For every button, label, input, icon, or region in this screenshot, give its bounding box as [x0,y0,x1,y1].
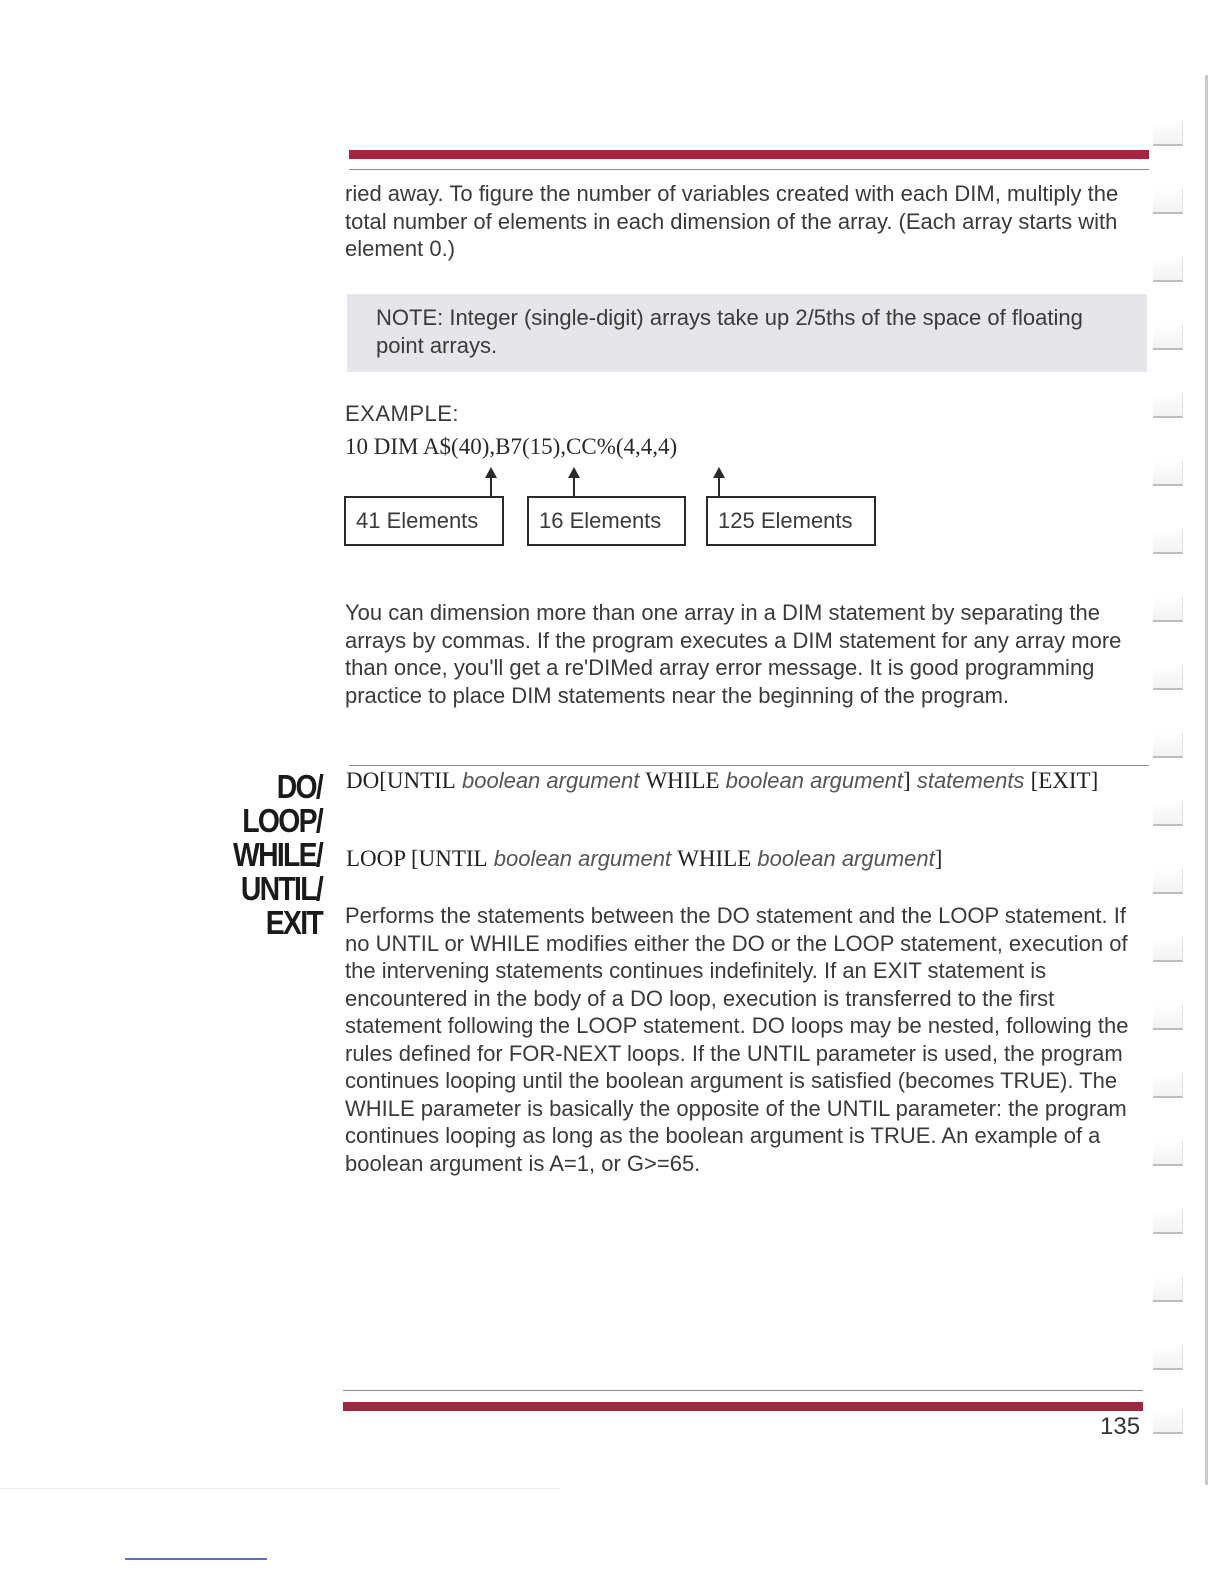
binder-tab [1153,1072,1183,1098]
binder-tab [1153,460,1183,486]
element-count-box: 41 Elements [344,496,504,546]
binder-tab [1153,800,1183,826]
arrow-up-icon [573,477,575,496]
loop-syntax [346,845,1106,873]
syntax-keyword: ] [903,768,911,793]
syntax-keyword: WHILE [677,846,752,871]
section-heading-line: EXIT [265,904,322,941]
example-label: EXAMPLE: [345,401,460,426]
binder-tab [1153,732,1183,758]
syntax-keyword: ] [934,846,943,871]
do-loop-description: Performs the statements between the DO statement and the LOOP statement. If no UNTIL or WHILE modifies either the DO or the LOOP statement, execution of the intervening statements continues indefinitely. If an EXIT statement is encountered in the body of a DO loop, execution is transferred to the first statement following the LOOP statement. DO loops may be nested, following the rules defined for FOR-NEXT loops. If the UNTIL parameter is used, the program continues looping until the boolean argument is satisfied (becomes TRUE). The WHILE parameter is basically the opposite of the UNTIL parameter: the program continues looping as long as the boolean argument is TRUE. An example of a boolean argument is A=1, or G>=65. [345,903,1129,1176]
intro-paragraph: ried away. To figure the number of variables created with each DIM, multiply the total number of elements in each dimension of the array. (Each array starts with element 0.) [345,181,1119,261]
binder-tab [1153,1276,1183,1302]
do-syntax [346,767,1106,795]
syntax-argument: boolean argument [493,846,672,871]
syntax-argument: statements [916,768,1025,793]
binder-tab [1153,596,1183,622]
binder-tab [1153,1140,1183,1166]
syntax-keyword: WHILE [645,768,720,793]
section-divider [349,765,1149,766]
binder-tab [1153,936,1183,962]
footer-divider [343,1390,1143,1391]
syntax-argument: boolean argument [461,768,640,793]
page-edge [1205,75,1208,1485]
element-count-box: 16 Elements [527,496,686,546]
binder-tab [1153,1344,1183,1370]
binder-tab [1153,188,1183,214]
element-count-box: 125 Elements [706,496,876,546]
binder-tab [1153,1208,1183,1234]
binder-tab [1153,324,1183,350]
binder-tab [1153,1408,1183,1434]
header-accent-rule [349,150,1149,159]
footer-accent-rule [343,1402,1143,1411]
scan-edge [0,1488,560,1489]
arrow-up-icon [718,477,720,496]
section-heading-line: DO/ [276,768,322,805]
binder-tab [1153,1004,1183,1030]
note-text: NOTE: Integer (single-digit) arrays take up 2/5ths of the space of floating point arrays. [376,305,1083,358]
syntax-keyword: LOOP [UNTIL [346,846,488,871]
arrow-up-icon [490,477,492,496]
header-divider [349,169,1149,170]
binder-tab [1153,120,1183,146]
syntax-keyword: DO[UNTIL [346,768,456,793]
binder-tab [1153,868,1183,894]
dim-paragraph: You can dimension more than one array in a DIM statement by separating the arrays by commas. If the program executes a DIM statement for any array more than once, you'll get a re'DIMed array error message. It is good programming practice to place DIM statements near the beginning of the program. [345,600,1122,708]
syntax-argument: boolean argument [725,768,904,793]
section-heading [233,770,322,940]
syntax-keyword: [EXIT] [1030,768,1099,793]
section-heading-line: UNTIL/ [240,870,322,907]
syntax-argument: boolean argument [757,846,935,871]
binder-tab [1153,528,1183,554]
section-heading-line: WHILE/ [233,836,322,873]
binder-tab [1153,392,1183,418]
page-number: 135 [1100,1413,1141,1440]
bottom-underline [125,1558,267,1560]
binder-tab [1153,256,1183,282]
binder-tab [1153,664,1183,690]
section-heading-line: LOOP/ [242,802,322,839]
example-code: 10 DIM A$(40),B7(15),CC%(4,4,4) [345,434,678,459]
